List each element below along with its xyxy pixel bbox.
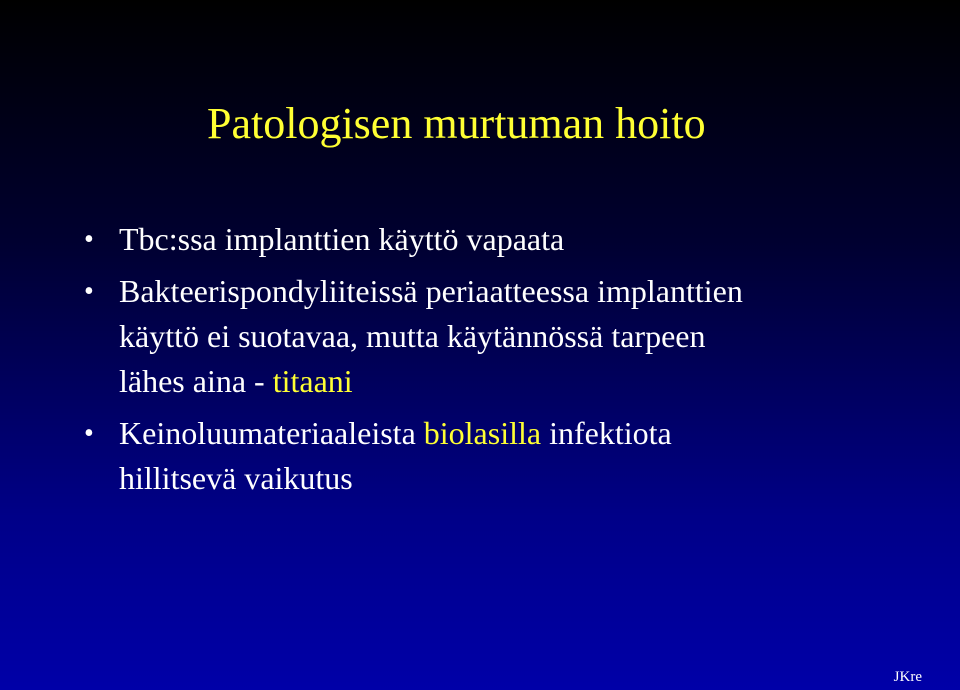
bullet-item-1: [0, 217, 859, 262]
bullet-line: [119, 411, 859, 456]
bullet-dot-icon: •: [84, 224, 94, 255]
bullet-line: [119, 359, 859, 404]
slide-title: Patologisen murtuman hoito: [207, 99, 706, 148]
bullet-dot-icon: •: [84, 418, 94, 449]
bullet-line: hillitsevä vaikutus: [119, 460, 353, 496]
bullet-text: Keinoluumateriaaleista: [119, 415, 424, 451]
bullet-line: Bakteerispondyliiteissä periaatteessa implanttien: [119, 273, 743, 309]
bullet-list: [0, 217, 960, 508]
bullet-text: infektiota: [541, 415, 672, 451]
bullet-text: lähes aina -: [119, 363, 273, 399]
bullet-item-2: [0, 269, 859, 404]
highlight-text: titaani: [272, 363, 353, 399]
bullet-item-3: [0, 411, 859, 501]
bullet-line: Tbc:ssa implanttien käyttö vapaata: [119, 221, 565, 257]
bullet-line: käyttö ei suotavaa, mutta käytännössä tarpeen: [119, 318, 706, 354]
bullet-dot-icon: •: [84, 276, 94, 307]
highlight-text: biolasilla: [423, 415, 542, 451]
footer-author: JKre: [893, 669, 922, 685]
